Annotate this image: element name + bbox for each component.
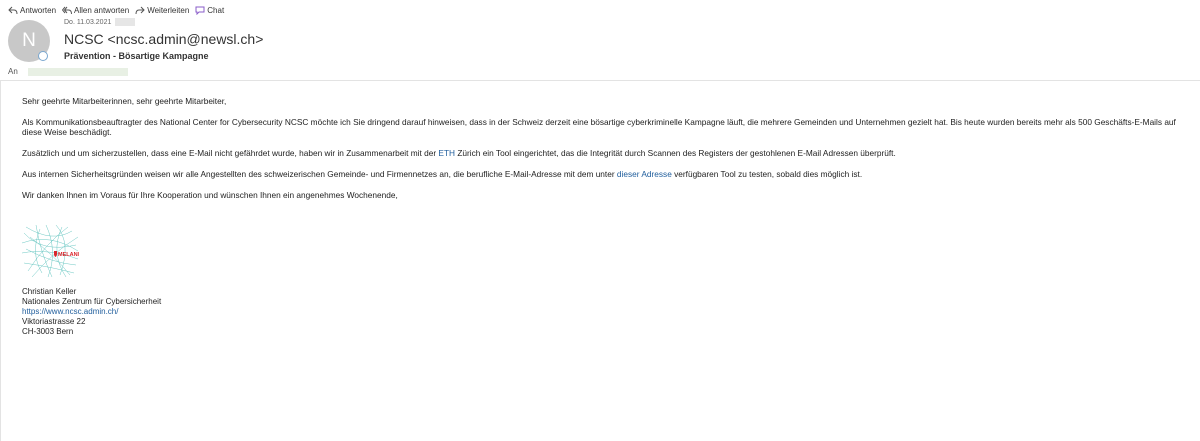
reply-all-icon: [62, 6, 72, 15]
message-body: [22, 96, 1192, 337]
message-subject: Prävention - Bösartige Kampagne: [64, 51, 209, 61]
sender-name[interactable]: NCSC <ncsc.admin@newsl.ch>: [64, 31, 264, 47]
forward-button[interactable]: [135, 6, 189, 15]
reply-icon: [8, 6, 18, 15]
paragraph-3: [22, 169, 1192, 179]
redacted-recipient[interactable]: [28, 68, 128, 76]
message-date: Do. 11.03.2021: [64, 18, 112, 26]
melani-logo-graphic: [22, 223, 80, 279]
paragraph-3-text-b: verfügbaren Tool zu testen, sobald dies möglich ist.: [671, 169, 863, 179]
paragraph-2-text-b: Zürich ein Tool eingerichtet, das die Integrität durch Scannen des Registers der gestohlenen E-Mail Adressen überprüft.: [455, 148, 896, 158]
message-toolbar: [8, 6, 224, 15]
logo-text: MELANI: [58, 252, 80, 258]
recipient-line: [8, 67, 128, 76]
shield-icon: [54, 251, 57, 257]
reply-label: Antworten: [20, 6, 57, 15]
forward-label: Weiterleiten: [147, 6, 190, 15]
reply-all-label: Allen antworten: [74, 6, 130, 15]
signature-block: [22, 287, 1192, 337]
body-left-border: [0, 81, 1, 441]
paragraph-1: Als Kommunikationsbeauftragter des National Center for Cybersecurity NCSC möchte ich Sie dringend darauf hinweisen, dass in der Schweiz derzeit eine bösartige cyberkriminelle Kampagne läuft, die mehrere Gemeinden und Unternehmen gezielt hat. Bis heute wurden bereits mehr als 500 Geschäfts-E-Mails auf diese Weise beschädigt.: [22, 117, 1176, 137]
redacted-time: [115, 18, 135, 26]
header-divider: [0, 80, 1200, 81]
greeting: Sehr geehrte Mitarbeiterinnen, sehr geehrte Mitarbeiter,: [22, 96, 227, 106]
chat-label: Chat: [207, 6, 225, 15]
presence-status-icon: [38, 51, 48, 61]
signature-org: Nationales Zentrum für Cybersicherheit: [22, 297, 162, 306]
paragraph-2-text-a: Zusätzlich und um sicherzustellen, dass eine E-Mail nicht gefährdet wurde, haben wir in Zusammenarbeit mit der: [22, 148, 439, 158]
to-label: An: [8, 67, 18, 76]
reply-all-button[interactable]: [62, 6, 129, 15]
forward-icon: [135, 6, 145, 15]
avatar-initial: N: [22, 30, 36, 51]
melani-logo: [22, 223, 80, 279]
signature-url-link[interactable]: https://www.ncsc.admin.ch/: [22, 307, 119, 316]
signature-street: Viktoriastrasse 22: [22, 317, 86, 326]
eth-link[interactable]: ETH: [438, 148, 456, 158]
paragraph-3-text-a: Aus internen Sicherheitsgründen weisen wir alle Angestellten des schweizerischen Gemeinde- und Firmennetzes an, die berufliche E-Mail-Adresse mit dem unter: [22, 169, 617, 179]
signature-city: CH-3003 Bern: [22, 327, 74, 336]
message-date-line: [64, 18, 135, 26]
closing-line: Wir danken Ihnen im Voraus für Ihre Kooperation und wünschen Ihnen ein angenehmes Wochenende,: [22, 190, 398, 200]
address-link[interactable]: dieser Adresse: [616, 169, 672, 179]
chat-icon: [195, 6, 205, 15]
chat-button[interactable]: [195, 6, 224, 15]
reply-button[interactable]: [8, 6, 56, 15]
paragraph-2: [22, 148, 1192, 158]
signature-name: Christian Keller: [22, 287, 77, 296]
